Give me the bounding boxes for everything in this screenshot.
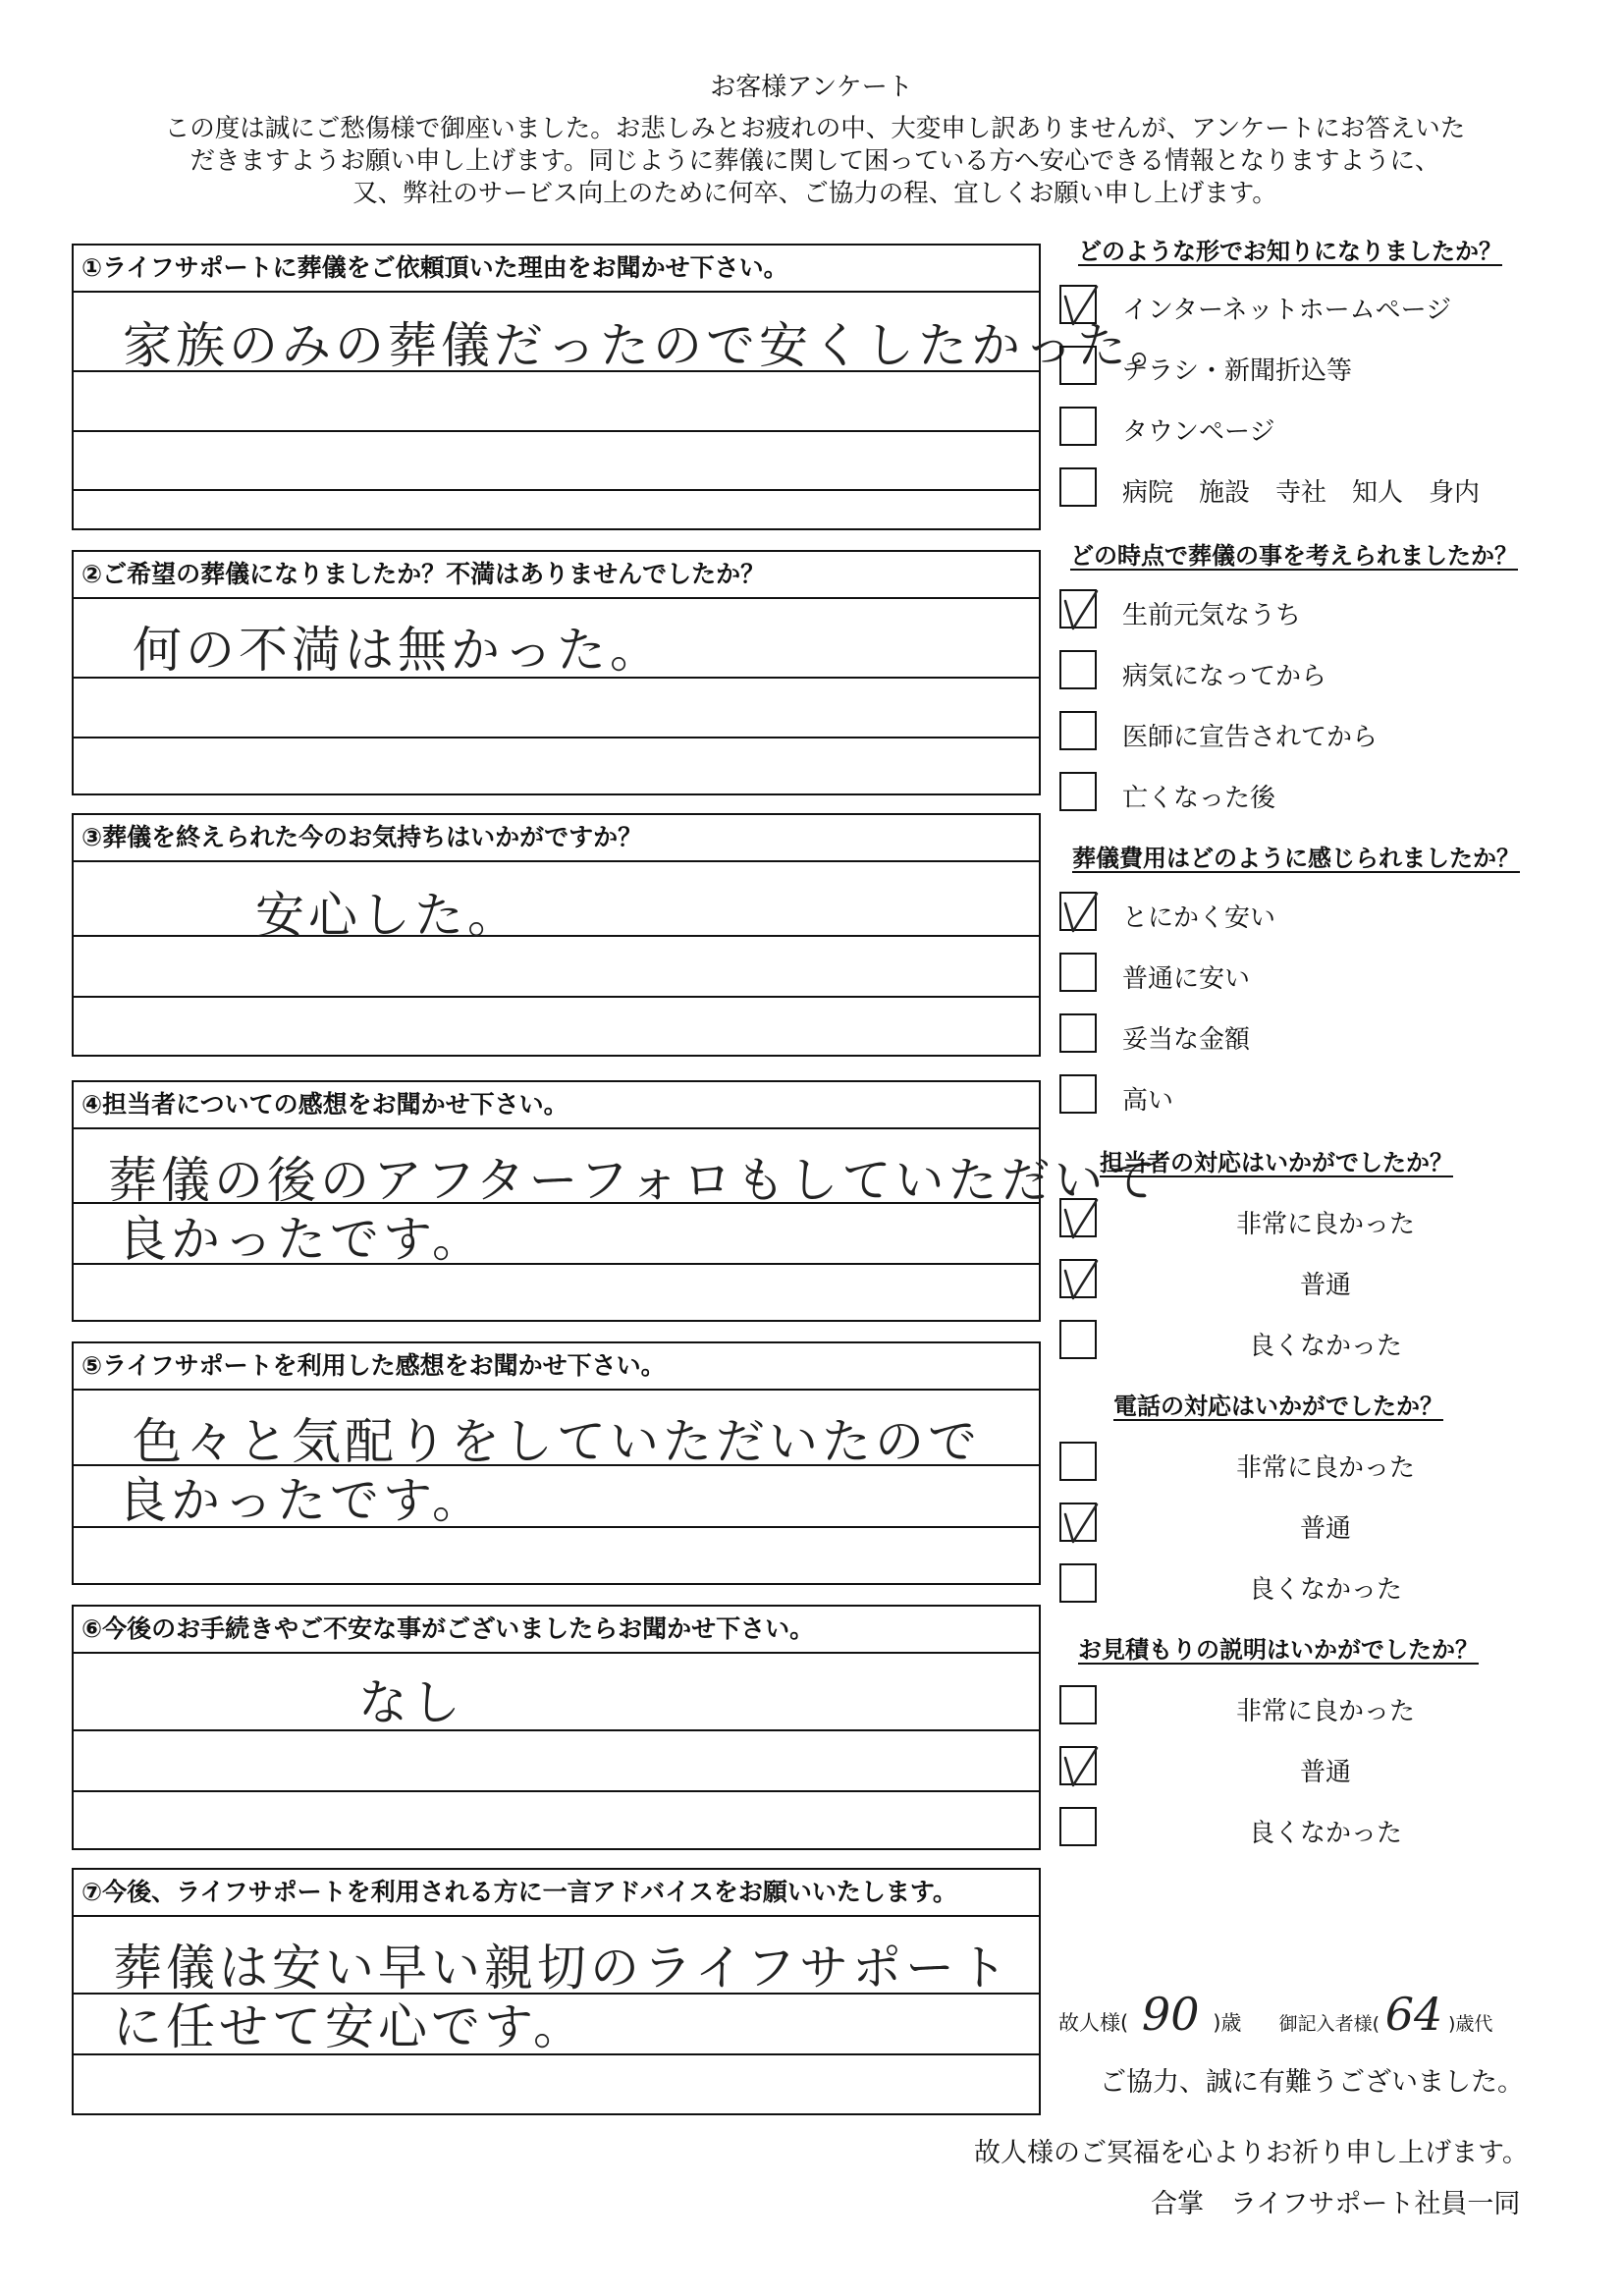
page-title: お客様アンケート	[710, 73, 913, 102]
s5-option-1-checkbox[interactable]	[1059, 1442, 1097, 1481]
question-5-answer-line-2[interactable]: 良かったです。	[118, 1472, 485, 1529]
s2-option-1-label: 生前元気なうち	[1122, 601, 1302, 630]
check-mark-icon	[1057, 1499, 1103, 1550]
question-7-answer-line-1[interactable]: 葬儀は安い早い親切のライフサポート	[113, 1940, 1011, 1996]
s5-option-1-label: 非常に良かった	[1235, 1453, 1415, 1483]
section-6-heading: お見積もりの説明はいかがでしたか？	[1078, 1636, 1479, 1664]
s3-option-1-checkbox[interactable]	[1059, 892, 1097, 931]
s5-option-3-label: 良くなかった	[1248, 1575, 1402, 1605]
s1-option-3-checkbox[interactable]	[1059, 407, 1097, 446]
check-mark-icon	[1057, 585, 1103, 636]
check-mark-icon	[1057, 1255, 1103, 1306]
question-3-box	[72, 813, 1041, 1057]
s2-option-1-checkbox[interactable]	[1059, 589, 1097, 629]
s4-option-1-checkbox[interactable]	[1059, 1198, 1097, 1237]
question-2-label: ②ご希望の葬儀になりましたか？不満はありませんでしたか？	[74, 552, 1039, 599]
question-4-answer-line-2[interactable]: 良かったです。	[118, 1211, 485, 1268]
question-7-label: ⑦今後、ライフサポートを利用される方に一言アドバイスをお願いいたします。	[74, 1870, 1039, 1917]
prayer-text: 故人様のご冥福を心よりお祈り申し上げます。	[974, 2138, 1529, 2168]
s4-option-3-label: 良くなかった	[1248, 1332, 1402, 1361]
s3-option-3-checkbox[interactable]	[1059, 1013, 1097, 1053]
section-1-heading: どのような形でお知りになりましたか？	[1078, 238, 1502, 265]
intro-line: だきますようお願い申し上げます。同じように葬儀に関して困っている方へ安心できる情報となりますように、	[189, 146, 1440, 176]
intro-line: 又、弊社のサービス向上のために何卒、ご協力の程、宜しくお願い申し上げます。	[352, 179, 1277, 208]
s6-option-2-label: 普通	[1299, 1758, 1351, 1787]
s2-option-4-checkbox[interactable]	[1059, 772, 1097, 811]
s1-option-4-label: 病院 施設 寺社 知人 身内	[1122, 478, 1481, 508]
writer-prefix: 御記入者様(	[1278, 2013, 1380, 2035]
check-mark-icon	[1057, 1194, 1103, 1245]
question-4-label: ④担当者についての感想をお聞かせ下さい。	[74, 1082, 1039, 1129]
signature-text: 合掌 ライフサポート社員一同	[1151, 2189, 1521, 2219]
s2-option-2-label: 病気になってから	[1122, 662, 1327, 691]
s6-option-1-checkbox[interactable]	[1059, 1685, 1097, 1724]
intro-text	[88, 113, 1542, 210]
section-3-heading: 葬儀費用はどのように感じられましたか？	[1072, 845, 1520, 872]
deceased-prefix: 故人様(	[1058, 2011, 1129, 2035]
section-2-heading: どの時点で葬儀の事を考えられましたか？	[1070, 542, 1518, 570]
s5-option-2-checkbox[interactable]	[1059, 1503, 1097, 1542]
s1-option-1-label: インターネットホームページ	[1122, 296, 1452, 325]
question-7-box	[72, 1868, 1041, 2115]
respondent-info	[1058, 1988, 1492, 2041]
check-mark-icon	[1057, 1742, 1103, 1793]
s6-option-3-checkbox[interactable]	[1059, 1807, 1097, 1846]
s1-option-2-label: チラシ・新聞折込等	[1122, 356, 1353, 386]
question-1-label: ①ライフサポートに葬儀をご依頼頂いた理由をお聞かせ下さい。	[74, 246, 1039, 293]
question-3-label: ③葬儀を終えられた今のお気持ちはいかがですか？	[74, 815, 1039, 862]
s3-option-4-checkbox[interactable]	[1059, 1074, 1097, 1114]
s1-option-1-checkbox[interactable]	[1059, 285, 1097, 324]
s4-option-3-checkbox[interactable]	[1059, 1320, 1097, 1359]
question-7-answer-line-2[interactable]: に任せて安心です。	[113, 1998, 586, 2055]
question-5-box	[72, 1341, 1041, 1585]
s2-option-3-checkbox[interactable]	[1059, 711, 1097, 750]
question-5-answer-line-1[interactable]: 色々と気配りをしていただいたので	[133, 1413, 981, 1470]
question-6-answer[interactable]: なし	[358, 1674, 464, 1731]
question-3-answer[interactable]: 安心した。	[255, 887, 520, 944]
writer-age[interactable]: 64	[1384, 1988, 1443, 2041]
section-4-heading: 担当者の対応はいかがでしたか？	[1100, 1149, 1453, 1176]
s3-option-2-label: 普通に安い	[1122, 964, 1251, 994]
s5-option-3-checkbox[interactable]	[1059, 1563, 1097, 1603]
s6-option-3-label: 良くなかった	[1248, 1819, 1402, 1848]
question-2-answer[interactable]: 何の不満は無かった。	[133, 622, 663, 679]
question-6-label: ⑥今後のお手続きやご不安な事がございましたらお聞かせ下さい。	[74, 1607, 1039, 1654]
s4-option-2-label: 普通	[1299, 1271, 1351, 1300]
check-mark-icon	[1057, 888, 1103, 939]
intro-line: この度は誠にご愁傷様で御座いました。お悲しみとお疲れの中、大変申し訳ありませんが、アンケートにお答えいた	[164, 114, 1466, 143]
writer-suffix: )歳代	[1448, 2013, 1493, 2035]
deceased-age[interactable]: 90	[1141, 1988, 1200, 2041]
s2-option-4-label: 亡くなった後	[1122, 784, 1276, 813]
s4-option-2-checkbox[interactable]	[1059, 1259, 1097, 1298]
s6-option-2-checkbox[interactable]	[1059, 1746, 1097, 1785]
question-6-box	[72, 1605, 1041, 1850]
s2-option-3-label: 医師に宣告されてから	[1122, 723, 1379, 752]
deceased-suffix: )歳	[1213, 2011, 1242, 2035]
s3-option-2-checkbox[interactable]	[1059, 953, 1097, 992]
question-2-box	[72, 550, 1041, 795]
s5-option-2-label: 普通	[1299, 1514, 1351, 1544]
question-4-answer-line-1[interactable]: 葬儀の後のアフターフォロもしていただいて	[108, 1152, 1161, 1209]
check-mark-icon	[1057, 281, 1103, 332]
s2-option-2-checkbox[interactable]	[1059, 650, 1097, 689]
s3-option-1-label: とにかく安い	[1122, 903, 1276, 933]
question-1-box	[72, 244, 1183, 530]
question-5-label: ⑤ライフサポートを利用した感想をお聞かせ下さい。	[74, 1343, 1039, 1391]
s1-option-4-checkbox[interactable]	[1059, 467, 1097, 507]
s6-option-1-label: 非常に良かった	[1235, 1697, 1415, 1726]
question-1-answer[interactable]: 家族のみの葬儀だったので安くしたかった。	[123, 317, 1183, 374]
section-5-heading: 電話の対応はいかがでしたか？	[1113, 1393, 1443, 1420]
thanks-text: ご協力、誠に有難うございました。	[1100, 2067, 1524, 2098]
s3-option-4-label: 高い	[1122, 1086, 1174, 1116]
s1-option-3-label: タウンページ	[1122, 417, 1275, 447]
s1-option-2-checkbox[interactable]	[1059, 346, 1097, 385]
s3-option-3-label: 妥当な金額	[1122, 1025, 1251, 1055]
s4-option-1-label: 非常に良かった	[1235, 1210, 1415, 1239]
